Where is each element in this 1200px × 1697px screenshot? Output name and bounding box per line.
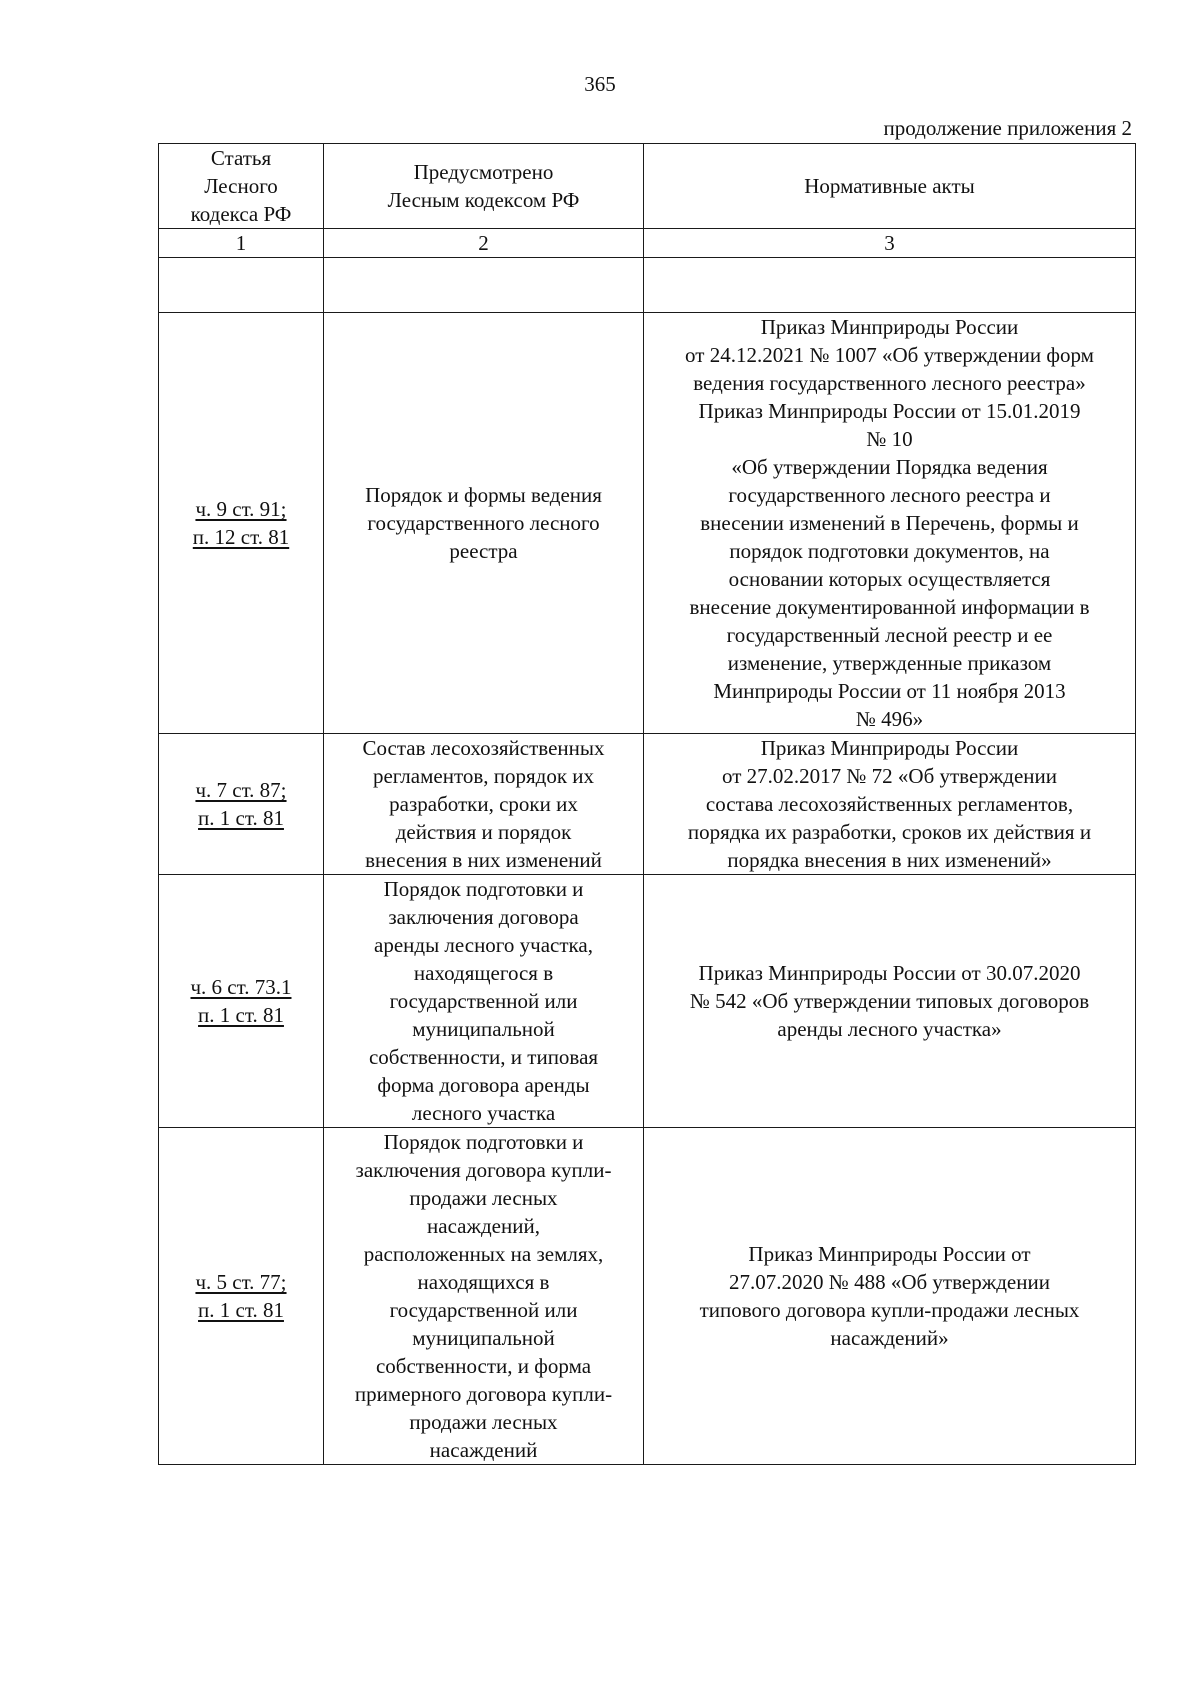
provision-cell: Порядок и формы ведения государственного лесного реестра — [324, 313, 644, 734]
empty-cell — [159, 258, 324, 313]
acts-cell: Приказ Минприроды России от 24.12.2021 № 1007 «Об утверждении форм ведения государственного лесного реестра» Приказ Минприроды России от 15.01.2019 № 10 «Об утверждении Порядка ведения государственного лесного реестра и внесении изменений в Перечень, формы и порядок подготовки документов, на основании которых осуществляется внесение документированной информации в государственный лесной реестр и ее изменение, утвержденные приказом Минприроды России от 11 ноября 2013 № 496» — [644, 313, 1136, 734]
acts-cell: Приказ Минприроды России от 30.07.2020 № 542 «Об утверждении типовых договоров аренды лесного участка» — [644, 875, 1136, 1128]
article-cell — [159, 875, 324, 1128]
article-reference: ч. 7 ст. 87; — [195, 778, 287, 802]
header-acts: Нормативные акты — [644, 144, 1136, 229]
column-number: 1 — [159, 229, 324, 258]
article-reference: п. 1 ст. 81 — [198, 1003, 284, 1027]
continuation-note: продолжение приложения 2 — [883, 116, 1132, 140]
table-row — [159, 313, 1136, 734]
article-reference: п. 1 ст. 81 — [198, 806, 284, 830]
article-reference: п. 12 ст. 81 — [192, 525, 290, 549]
header-article: Статья Лесного кодекса РФ — [159, 144, 324, 229]
page-number: 365 — [584, 72, 616, 96]
article-cell — [159, 734, 324, 875]
article-reference: ч. 6 ст. 73.1 — [190, 975, 292, 999]
header-provision: Предусмотрено Лесным кодексом РФ — [324, 144, 644, 229]
article-cell — [159, 1128, 324, 1465]
article-reference: ч. 5 ст. 77; — [195, 1270, 287, 1294]
article-reference: п. 1 ст. 81 — [198, 1298, 284, 1322]
empty-cell — [644, 258, 1136, 313]
table-row — [159, 1128, 1136, 1465]
article-reference: ч. 9 ст. 91; — [195, 497, 287, 521]
provision-cell: Порядок подготовки и заключения договора купли- продажи лесных насаждений, расположенных на землях, находящихся в государственной или муниципальной собственности, и форма примерного договора купли- продажи лесных насаждений — [324, 1128, 644, 1465]
column-number: 2 — [324, 229, 644, 258]
article-cell — [159, 313, 324, 734]
acts-cell: Приказ Минприроды России от 27.02.2017 № 72 «Об утверждении состава лесохозяйственных регламентов, порядка их разработки, сроков их действия и порядка внесения в них изменений» — [644, 734, 1136, 875]
table-row — [159, 875, 1136, 1128]
acts-cell: Приказ Минприроды России от 27.07.2020 № 488 «Об утверждении типового договора купли-продажи лесных насаждений» — [644, 1128, 1136, 1465]
table-header-row — [159, 144, 1136, 229]
column-number: 3 — [644, 229, 1136, 258]
empty-row — [159, 258, 1136, 313]
legal-acts-table — [158, 143, 1136, 1465]
table-row — [159, 734, 1136, 875]
column-number-row — [159, 229, 1136, 258]
empty-cell — [324, 258, 644, 313]
provision-cell: Порядок подготовки и заключения договора аренды лесного участка, находящегося в государственной или муниципальной собственности, и типовая форма договора аренды лесного участка — [324, 875, 644, 1128]
provision-cell: Состав лесохозяйственных регламентов, порядок их разработки, сроки их действия и порядок внесения в них изменений — [324, 734, 644, 875]
